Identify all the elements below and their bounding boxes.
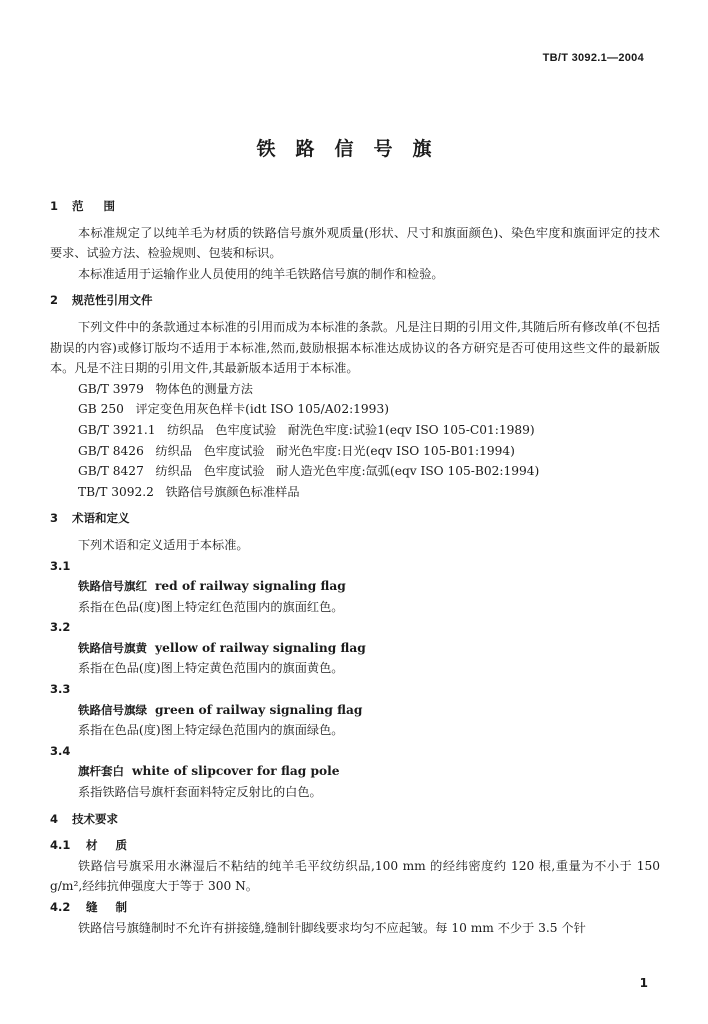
document-title: 铁路信号旗 [256, 138, 452, 160]
term-chinese: 铁路信号旗红 [78, 579, 147, 594]
term-definition: 系指在色品(度)图上特定黄色范围内的旗面黄色。 [78, 661, 344, 676]
section-2-heading [50, 290, 660, 311]
paragraph: 本标准规定了以纯羊毛为材质的铁路信号旗外观质量(形状、尺寸和旗面颜色)、染色牢度和旗面评定的技术要求、试验方法、检验规则、包装和标识。 [50, 225, 660, 261]
reference-item: GB/T 8426 纺织品 色牢度试验 耐光色牢度:日光(eqv ISO 105-B01:1994) [78, 443, 515, 458]
subsection-number: 4.2 [50, 900, 71, 914]
term-definition: 系指在色品(度)图上特定红色范围内的旗面红色。 [78, 599, 344, 614]
document-body [50, 196, 660, 938]
section-4-heading [50, 809, 660, 830]
term-entry [78, 761, 660, 782]
term-english: yellow of railway signaling flag [155, 640, 366, 655]
subsection-4-2-heading [50, 897, 660, 918]
section-number: 3 [50, 511, 59, 526]
term-number: 3.4 [50, 743, 71, 758]
term-definition: 系指铁路信号旗杆套面料特定反射比的白色。 [78, 785, 322, 800]
section-title: 规范性引用文件 [72, 293, 153, 308]
paragraph: 铁路信号旗缝制时不允许有拼接缝,缝制针脚线要求均匀不应起皱。每 10 mm 不少于 3.5 个针 [78, 920, 586, 935]
term-number: 3.3 [50, 682, 71, 697]
standard-number: TB/T 3092.1—2004 [542, 52, 644, 64]
reference-item: GB 250 评定变色用灰色样卡(idt ISO 105/A02:1993) [78, 402, 389, 417]
section-number: 1 [50, 199, 59, 213]
section-1-heading [50, 196, 660, 217]
subsection-number: 4.1 [50, 838, 71, 853]
section-title: 术语和定义 [72, 511, 130, 526]
term-entry [78, 576, 660, 597]
section-number: 4 [50, 811, 59, 826]
subsection-title: 缝制 [86, 900, 145, 914]
paragraph: 下列文件中的条款通过本标准的引用而成为本标准的条款。凡是注日期的引用文件,其随后所有修改单(不包括勘误的内容)或修订版均不适用于本标准,然而,鼓励根据本标准达成协议的各方研究是否可使用这些文件的最新版本。凡是不注日期的引用文件,其最新版本适用于本标准。 [50, 319, 660, 376]
section-3-heading [50, 508, 660, 529]
page-number: 1 [639, 976, 648, 990]
term-entry [78, 638, 660, 659]
section-number: 2 [50, 293, 59, 308]
subsection-4-1-heading [50, 835, 660, 856]
subsection-title: 材质 [86, 838, 145, 853]
term-chinese: 旗杆套白 [78, 764, 124, 779]
paragraph: 铁路信号旗采用水淋湿后不粘结的纯羊毛平纹纺织品,100 mm 的经纬密度约 120 根,重量为不小于 150 g/m²,经纬抗伸强度大于等于 300 N。 [50, 858, 660, 894]
term-number: 3.2 [50, 620, 71, 635]
paragraph: 本标准适用于运输作业人员使用的纯羊毛铁路信号旗的制作和检验。 [78, 266, 444, 281]
term-english: white of slipcover for flag pole [132, 764, 340, 779]
reference-item: TB/T 3092.2 铁路信号旗颜色标准样品 [78, 484, 300, 499]
reference-item: GB/T 3921.1 纺织品 色牢度试验 耐洗色牢度:试验1(eqv ISO 105-C01:1989) [78, 422, 535, 437]
section-title: 范围 [72, 199, 135, 213]
term-number: 3.1 [50, 558, 71, 573]
paragraph: 下列术语和定义适用于本标准。 [78, 537, 249, 552]
reference-item: GB/T 3979 物体色的测量方法 [78, 381, 253, 396]
term-english: green of railway signaling flag [155, 702, 363, 717]
term-english: red of railway signaling flag [155, 579, 346, 594]
section-title: 技术要求 [72, 811, 118, 826]
reference-item: GB/T 8427 纺织品 色牢度试验 耐人造光色牢度:氙弧(eqv ISO 105-B02:1994) [78, 464, 540, 479]
term-chinese: 铁路信号旗绿 [78, 702, 147, 717]
term-entry [78, 700, 660, 721]
term-definition: 系指在色品(度)图上特定绿色范围内的旗面绿色。 [78, 723, 344, 738]
term-chinese: 铁路信号旗黄 [78, 640, 147, 655]
